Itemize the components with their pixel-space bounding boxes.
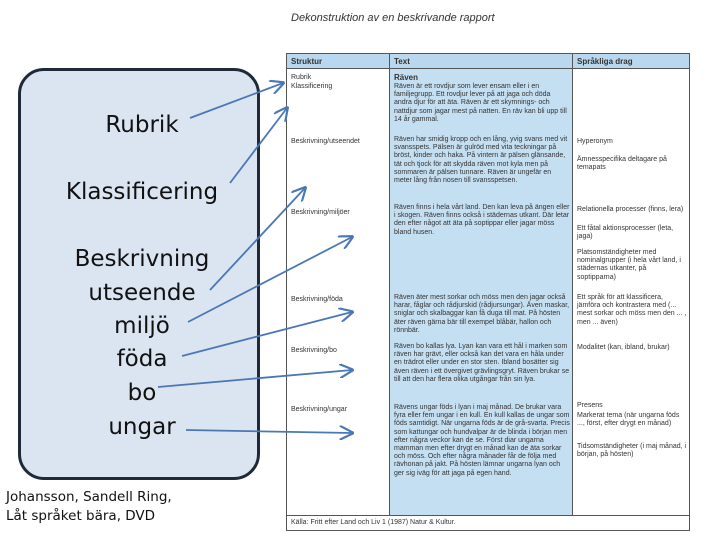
lang-feature-5: Platsomständigheter med nominalgrupper (i hela vårt land, i städernas utkanter, på soptipparna)	[577, 249, 681, 281]
lang-feature-1: Hyperonym	[577, 138, 613, 145]
arrow-rubrik	[190, 83, 283, 118]
lang-feature-6: Ett språk för att klassificera, jämföra och kontrastera med (... mest sorkar och möss men den ... , men ... även)	[577, 294, 687, 326]
structure-rubrik: Rubrik	[291, 74, 312, 81]
text-klassificering: Räven är ett rovdjur som lever ensam eller i en familjegrupp. Ett rovdjur lever på att jaga och döda andra djur för att äta. Räven är ett skymnings- och nattdjur som jagar mest på natten. En räv kan bli upp till 14 år gammal.	[394, 83, 567, 123]
structure-utseendet: Beskrivning/utseendet	[291, 138, 360, 145]
lang-feature-3: Relationella processer (finns, lera)	[577, 206, 684, 213]
text-ungar: Rävens ungar föds i lyan i maj månad. De brukar vara fyra eller fem ungar i en kull. En kull kallas de ungar som föds samtidigt. När ungarna föds är de grå-svarta. Precis som kattungar och hundvalpar är de blinda i början men efter några veckor kan de se. Först diar ungarna mamman men efter drygt en månad kan de äta sorkar och möss. Och efter några månader får de följa med rävhonan på jakt. På hösten lämnar ungarna lyan och ger sig iväg för att jaga på egen hand.	[394, 404, 570, 477]
structure-klassificering: Klassificering	[291, 83, 333, 90]
document-footer: Källa: Fritt efter Land och Liv 1 (1987) Natur & Kultur.	[287, 515, 689, 530]
structure-miljoer: Beskrivning/miljöer	[291, 209, 350, 216]
text-miljo: Räven finns i hela vårt land. Den kan leva på ängen eller i skogen. Räven finns också i städernas utkant. Där letar den efter något att äta på soptippar eller jagar möss bland husen.	[394, 204, 570, 236]
panel-label-beskrivning: Beskrivning	[74, 246, 210, 272]
lang-feature-7: Modalitet (kan, ibland, brukar)	[577, 344, 670, 351]
text-rubrik: Räven	[394, 73, 419, 82]
panel-label-rubrik: Rubrik	[105, 112, 179, 138]
arrow-klassificering	[230, 108, 287, 183]
arrow-ungar	[186, 430, 352, 433]
panel-label-bo: bo	[127, 380, 157, 406]
header-text: Text	[390, 54, 573, 69]
arrow-utseende	[210, 188, 305, 290]
text-bo: Räven bo kallas lya. Lyan kan vara ett hål i marken som räven har grävt, eller också kan det vara en håla under en trädrot eller under en stor sten. Ibland bosätter sig även räven i ett övergivet grävlingsgryt. Räven brukar se till att den har flera olika utgångar från sin lya.	[394, 343, 570, 383]
panel-label-miljo: miljö	[114, 313, 170, 339]
panel-label-foda: föda	[116, 346, 168, 372]
text-utseende: Räven har smidig kropp och en lång, yvig svans med vit svansspets. Pälsen är gulröd med vita teckningar på bröst, kinder och haka. På vintern är pälsen glänsande, tät och tjock för att skydda räven mot kyla men på sommaren är pälsen tunnare. Räven är ungefär en meter lång från nosen till svansspetsen.	[394, 136, 568, 185]
structure-foda: Beskrivning/föda	[291, 296, 343, 303]
lang-feature-8: Presens	[577, 402, 603, 409]
panel-label-klassificering: Klassificering	[65, 179, 219, 205]
arrow-miljo	[188, 237, 352, 322]
lang-feature-4: Ett fåtal aktionsprocesser (leta, jaga)	[577, 225, 674, 241]
lang-feature-10: Tidsomständigheter (i maj månad, i början, på hösten)	[577, 443, 687, 459]
arrow-bo	[158, 370, 352, 387]
panel-label-ungar: ungar	[108, 414, 176, 440]
source-credit: Johansson, Sandell Ring, Låt språket bära, DVD	[6, 489, 172, 524]
text-foda: Räven äter mest sorkar och möss men den jagar också harar, fåglar och rådjurskid (rådjursungar). Även maskar, sniglar och skalbaggar kan få duga till mat. På hösten äter räven gärna bär till exempel blåbär, hallon och rönnbär.	[394, 294, 570, 334]
panel-label-utseende: utseende	[88, 280, 196, 306]
lang-feature-9: Markerat tema (när ungarna föds ..., först, efter drygt en månad)	[577, 412, 680, 428]
arrow-foda	[182, 312, 352, 356]
structure-ungar: Beskrivning/ungar	[291, 406, 348, 413]
structure-bo: Beskrivning/bo	[291, 347, 337, 354]
header-sprakliga-drag: Språkliga drag	[573, 54, 689, 69]
header-struktur: Struktur	[287, 54, 390, 69]
document-title: Dekonstruktion av en beskrivande rapport	[291, 12, 495, 24]
lang-feature-2: Ämnesspecifika deltagare på temapats	[577, 156, 667, 172]
